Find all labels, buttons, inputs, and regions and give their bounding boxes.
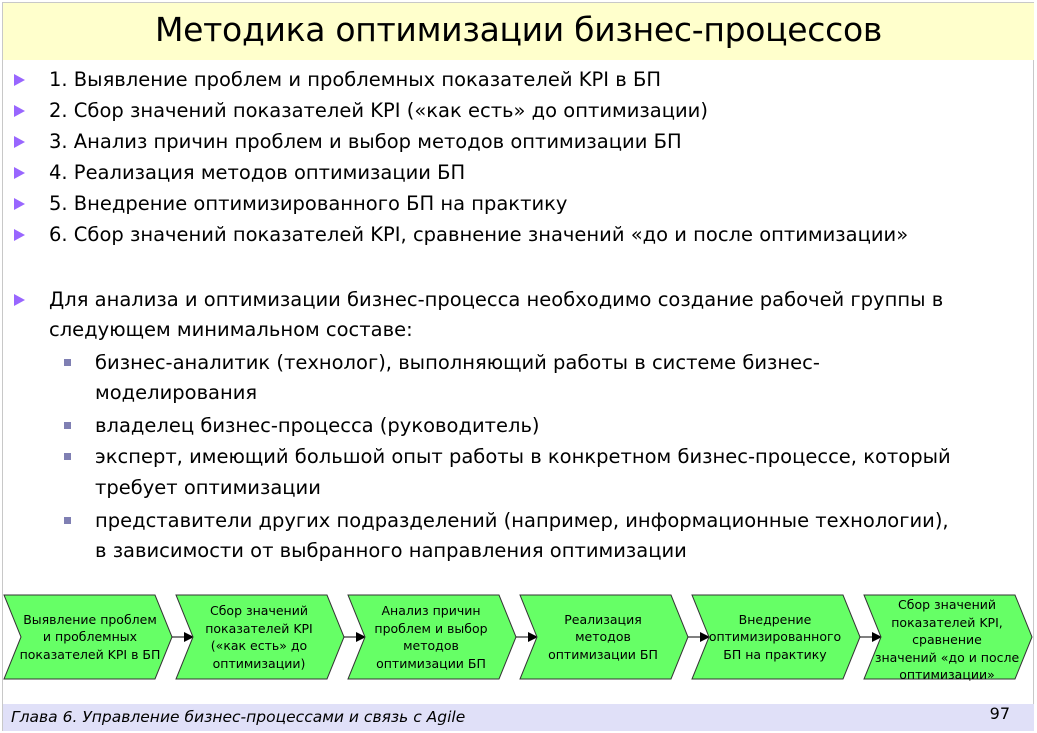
square-bullet-icon [64, 453, 71, 460]
chevron-label-line: Внедрение [738, 611, 812, 627]
square-bullet-icon [64, 517, 71, 524]
square-bullet-icon [64, 422, 71, 429]
step-text: 3. Анализ причин проблем и выбор методов оптимизации БП [49, 130, 682, 153]
step-text: 1. Выявление проблем и проблемных показателей KPI в БП [49, 68, 661, 91]
chevron-label-line: Сбор значений [898, 597, 996, 613]
chevron-label-line: оптимизации БП [376, 655, 486, 671]
step-text: 5. Внедрение оптимизированного БП на практику [49, 192, 568, 215]
chapter-title: Глава 6. Управление бизнес-процессами и связь с Agile [11, 708, 466, 726]
chevron-label-line: методов [403, 638, 459, 653]
chevron-label [186, 595, 332, 679]
team-intro-line: следующем минимальном составе: [49, 318, 413, 341]
chevron-label-line: значений «до и после [874, 649, 1020, 665]
chevron-label-line: методов [575, 629, 631, 645]
chevron-label-line: оптимизированного [708, 629, 842, 645]
chevron-label-line: показателей KPI, [891, 614, 1003, 630]
triangle-bullet-icon [14, 74, 25, 86]
title-bar [3, 3, 1034, 60]
chevron-label-line: («как есть» до [210, 638, 308, 653]
process-flow-diagram [0, 590, 1037, 695]
team-member-text: моделирования [95, 381, 258, 404]
page-number: 97 [989, 704, 1010, 723]
team-member-text: бизнес-аналитик (технолог), выполняющий работы в системе бизнес- [95, 351, 820, 374]
step-text: 2. Сбор значений показателей KPI («как есть» до оптимизации) [49, 99, 708, 122]
triangle-bullet-icon [14, 198, 25, 210]
chevron-label-line: оптимизации) [212, 655, 306, 671]
chevron-label [10, 595, 170, 679]
chevron-label-line: Реализация [564, 611, 642, 627]
chevron-label-line: оптимизации БП [548, 646, 658, 662]
chevron-label-line: сравнение [912, 632, 982, 648]
team-member-text: эксперт, имеющий большой опыт работы в конкретном бизнес-процессе, который [95, 445, 951, 468]
chevron-label-line: Выявление проблем [23, 611, 157, 627]
triangle-bullet-icon [14, 229, 25, 241]
chevron-label-line: и проблемных [42, 629, 138, 645]
triangle-bullet-icon [14, 167, 25, 179]
team-intro-line: Для анализа и оптимизации бизнес-процесса необходимо создание рабочей группы в [49, 288, 944, 311]
chevron-label [358, 595, 504, 679]
step-text: 4. Реализация методов оптимизации БП [49, 161, 466, 184]
triangle-bullet-icon [14, 105, 25, 117]
team-member-text: представители других подразделений (например, информационные технологии), [95, 509, 949, 532]
slide-title: Методика оптимизации бизнес-процессов [154, 10, 883, 49]
chevron-label-line: Сбор значений [210, 603, 308, 618]
triangle-bullet-icon [14, 294, 25, 306]
team-member-text: владелец бизнес-процесса (руководитель) [95, 414, 540, 437]
chevron-label-line: проблем и выбор [374, 620, 488, 636]
chevron-label [530, 595, 676, 679]
step-text: 6. Сбор значений показателей KPI, сравнение значений «до и после оптимизации» [49, 223, 909, 246]
square-bullet-icon [64, 359, 71, 366]
footer-bar [3, 704, 1034, 731]
team-member-text: в зависимости от выбранного направления оптимизации [95, 539, 687, 562]
triangle-bullet-icon [14, 136, 25, 148]
chevron-label [702, 595, 848, 679]
chevron-label-line: БП на практику [723, 646, 827, 662]
team-member-text: требует оптимизации [95, 476, 321, 499]
chevron-label-line: показателей KPI [205, 620, 313, 636]
chevron-label-line: показателей KPI в БП [19, 646, 161, 662]
chevron-label-line: Анализ причин [381, 603, 481, 618]
chevron-label-line: оптимизации» [899, 667, 995, 683]
chevron-label [868, 592, 1026, 688]
